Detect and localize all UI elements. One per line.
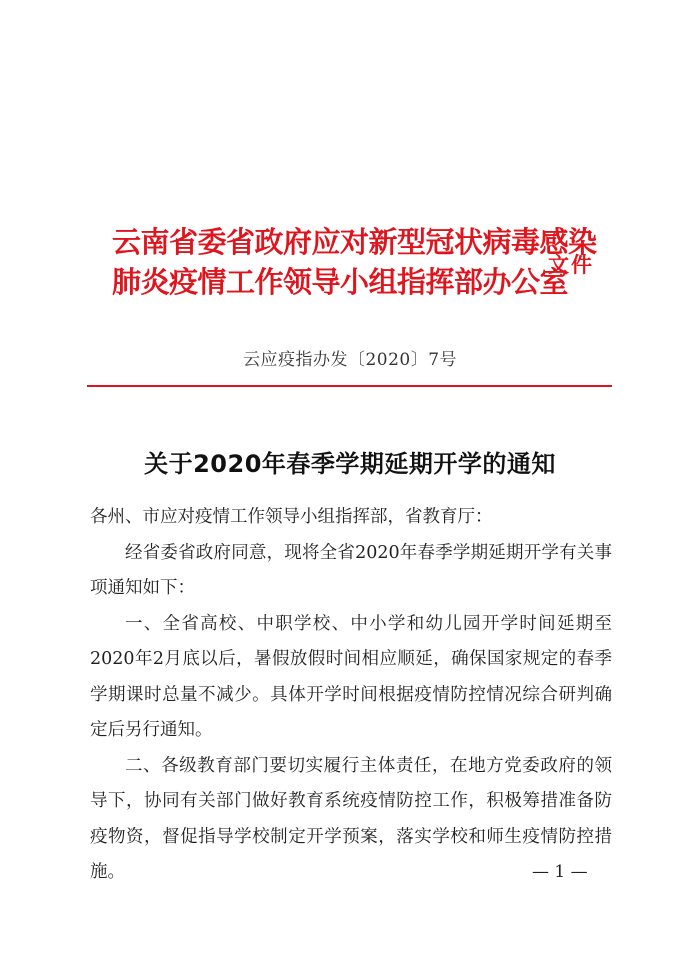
document-number: 云应疫指办发〔2020〕7号 [242,350,458,370]
document-type-label: 文件 [548,253,594,277]
item-1-paragraph: 一、全省高校、中职学校、中小学和幼儿园开学时间延期至2020年2月底以后，暑假放假时间相应顺延，确保国家规定的春季学期课时总量不减少。具体开学时间根据疫情防控情况综合研判确定后另行通知。 [90,613,612,740]
intro-paragraph: 经省委省政府同意，现将全省2020年春季学期延期开学有关事项通知如下： [90,542,612,598]
document-title: 关于2020年春季学期延期开学的通知 [144,450,556,478]
organization-name-line-2: 肺炎疫情工作领导小组指挥部办公室 [112,265,569,299]
organization-name-line-1: 云南省委省政府应对新型冠状病毒感染 [112,225,597,259]
salutation: 各州、市应对疫情工作领导小组指挥部，省教育厅： [90,507,493,527]
red-divider-line [87,385,612,387]
page-number: — 1 — [532,862,588,882]
item-2-paragraph: 二、各级教育部门要切实履行主体责任，在地方党委政府的领导下，协同有关部门做好教育系统疫情防控工作，积极筹措准备防疫物资，督促指导学校制定开学预案，落实学校和师生疫情防控措施。 [90,755,612,882]
document-body [90,500,612,891]
